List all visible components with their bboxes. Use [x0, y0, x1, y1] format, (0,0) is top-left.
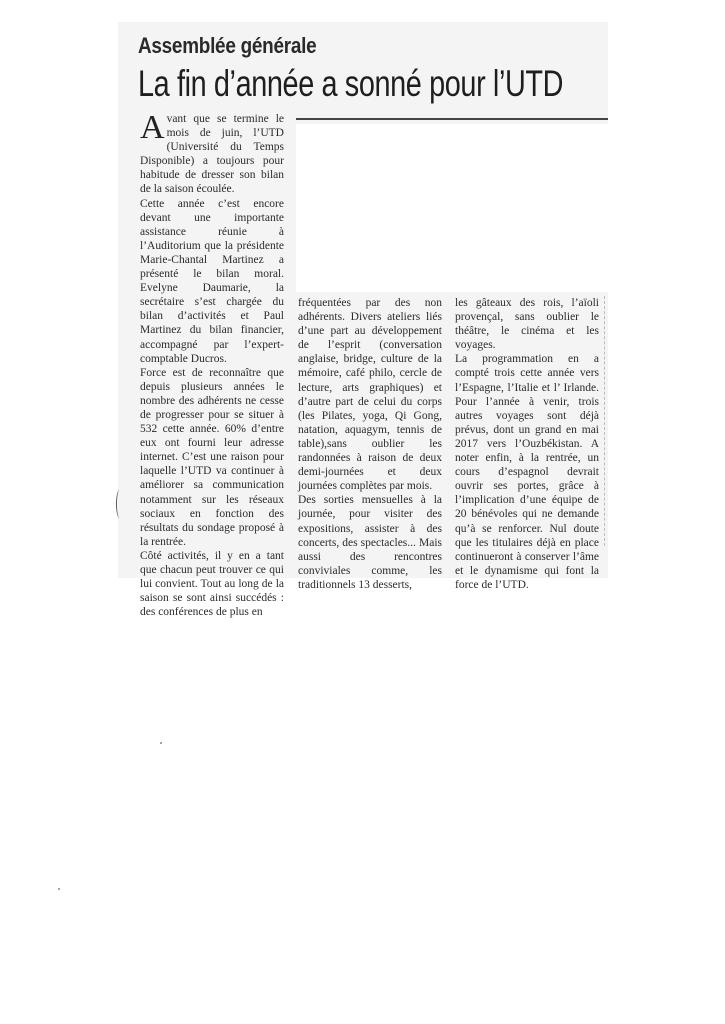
clipping-cutout-area: [296, 124, 608, 292]
clipping-edge-mark: [604, 296, 605, 546]
column-1-text: vant que se termine le mois de juin, l’UTD (Université du Temps Disponible) a toujours pour habitude de dresser son bilan de la saison écoulée. Cette année c’est encore devant une importante assistance réunie à l’Auditorium que la présidente Marie-Chantal Martinez a présenté le bilan moral. Evelyne Daumarie, la secrétaire s’est chargée du bilan d’activités et Paul Martinez du bilan financier, accompagné par l’expert-comptable Ducros. Force est de reconnaître que depuis plusieurs années le nombre des adhérents ne cesse de progresser pour se situer à 532 cette année. 60% d’entre eux ont fourni leur adresse internet. C’est une raison pour laquelle l’UTD va continuer à améliorer sa communication notamment sur les réseaux sociaux en fonction des résultats du sondage proposé à la rentrée. Côté activités, il y en a tant que chacun peut trouver ce qui lui convient. Tout au long de la saison se sont ainsi succédés : des conférences de plus en: [140, 113, 284, 619]
scan-speck: [160, 742, 162, 744]
article-column-1: [140, 109, 284, 619]
article-kicker: Assemblée générale: [138, 33, 317, 58]
article-column-3: les gâteaux des rois, l’aïoli provençal, sans oublier le théâtre, le cinéma et les voyages. La programmation en a compté trois cette année vers l’Espagne, l’Italie et l’ Irlande. Pour l’année à venir, trois autres voyages sont déjà prévus, dont un grand en mai 2017 vers l’Ouzbékistan. A noter enfin, à la rentrée, un cours d’espagnol devrait ouvrir ses portes, grâce à l’implication d’une équipe de 20 bénévoles qui ne demande qu’à se renforcer. Nul doute que les titulaires déjà en place continueront à conserver l’âme et le dynamisme qui font la force de l’UTD.: [455, 297, 599, 591]
article-column-2: fréquentées par des non adhérents. Divers ateliers liés d’une part au développement de l’esprit (conversation anglaise, bridge, culture de la mémoire, café philo, cercle de lecture, arts graphiques) et d’autre part de celui du corps (les Pilates, yoga, Qi Gong, natation, aquagym, tennis de table),sans oublier les randonnées à raison de deux demi-journées et deux journées complètes par mois. Des sorties mensuelles à la journée, pour visiter des expositions, assister à des concerts, des spectacles... Mais aussi des rencontres conviviales comme, les traditionnels 13 desserts,: [298, 297, 442, 591]
article-headline: La fin d’année a sonné pour l’UTD: [138, 63, 564, 104]
scan-speck: [58, 888, 60, 890]
scan-pen-mark: [116, 490, 123, 518]
drop-cap: A: [140, 109, 165, 146]
headline-rule: [296, 118, 608, 120]
